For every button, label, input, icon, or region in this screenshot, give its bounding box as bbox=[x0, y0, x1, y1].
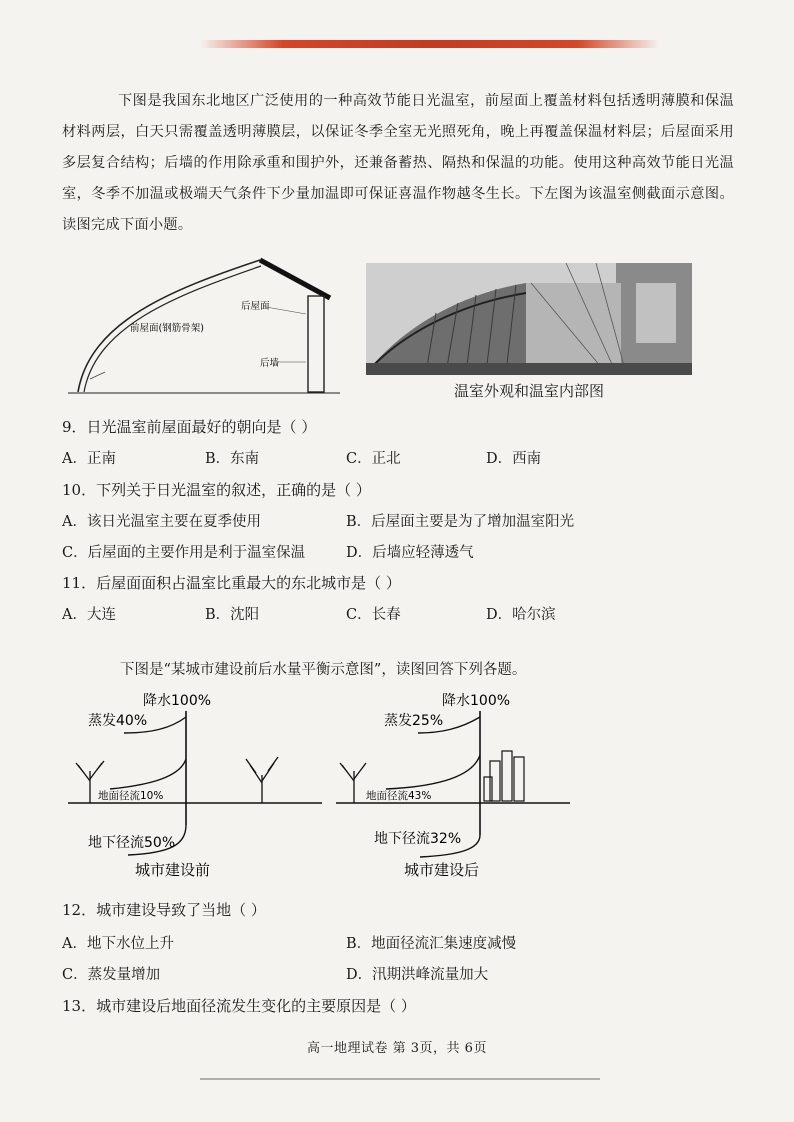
question-10: 10．下列关于日光温室的叙述，正确的是（ ） bbox=[62, 481, 371, 499]
question-11: 11．后屋面面积占温室比重最大的东北城市是（ ） bbox=[62, 574, 401, 592]
back-wall-label: 后墙 bbox=[260, 358, 280, 369]
q10-option-a[interactable]: A．该日光温室主要在夏季使用 bbox=[62, 514, 261, 530]
q10-option-b[interactable]: B．后屋面主要是为了增加温室阳光 bbox=[346, 514, 575, 530]
photo-caption: 温室外观和温室内部图 bbox=[453, 382, 604, 400]
q9-option-c[interactable]: C．正北 bbox=[346, 451, 401, 467]
q9-option-b[interactable]: B．东南 bbox=[205, 451, 260, 467]
water-balance-after-diagram bbox=[330, 685, 580, 885]
before-surface-label: 地面径流10% bbox=[98, 790, 164, 802]
before-evap-label: 蒸发40% bbox=[88, 713, 148, 729]
page-footer: 高一地理试卷 第 3页，共 6页 bbox=[307, 1041, 487, 1056]
q10-option-d[interactable]: D．后墙应轻薄透气 bbox=[346, 545, 474, 561]
before-caption: 城市建设前 bbox=[135, 861, 211, 879]
q11-option-a[interactable]: A．大连 bbox=[62, 607, 116, 623]
q10-option-c[interactable]: C．后屋面的主要作用是利于温室保温 bbox=[62, 545, 306, 561]
front-roof-label: 前屋面(钢筋骨架) bbox=[130, 323, 204, 334]
bottom-rule bbox=[200, 1078, 600, 1080]
after-caption: 城市建设后 bbox=[404, 861, 480, 879]
question-12: 12．城市建设导致了当地（ ） bbox=[62, 901, 266, 919]
intro-paragraph: 下图是我国东北地区广泛使用的一种高效节能日光温室，前屋面上覆盖材料包括透明薄膜和保温材料两层，白天只需覆盖透明薄膜层，以保证冬季全室无光照死角，晚上再覆盖保温材料层；后屋面采用多层复合结构；后墙的作用除承重和围护外，还兼备蓄热、隔热和保温的功能。使用这种高效节能日光温室，冬季不加温或极端天气条件下少量加温即可保证喜温作物越冬生长。下左图为该温室侧截面示意图。读图完成下面小题。 bbox=[62, 93, 734, 233]
greenhouse-photo bbox=[366, 263, 692, 375]
water-balance-before-diagram bbox=[60, 685, 330, 885]
water-balance-lead: 下图是“某城市建设前后水量平衡示意图”，读图回答下列各题。 bbox=[120, 662, 527, 678]
after-underground-label: 地下径流32% bbox=[374, 831, 462, 847]
question-13: 13．城市建设后地面径流发生变化的主要原因是（ ） bbox=[62, 997, 416, 1015]
q9-option-a[interactable]: A．正南 bbox=[62, 451, 116, 467]
after-precip-label: 降水100% bbox=[442, 693, 511, 709]
greenhouse-cross-section-diagram bbox=[60, 252, 350, 402]
back-roof-label: 后屋面 bbox=[241, 301, 270, 312]
q12-option-c[interactable]: C．蒸发量增加 bbox=[62, 967, 161, 983]
building-icon bbox=[484, 751, 524, 801]
top-decorative-bar bbox=[200, 40, 660, 48]
q12-option-b[interactable]: B．地面径流汇集速度减慢 bbox=[346, 936, 517, 952]
after-surface-label: 地面径流43% bbox=[366, 790, 432, 802]
q12-option-a[interactable]: A．地下水位上升 bbox=[62, 936, 174, 952]
q11-option-c[interactable]: C．长春 bbox=[346, 607, 401, 623]
tree-icon bbox=[340, 763, 366, 803]
before-precip-label: 降水100% bbox=[143, 693, 212, 709]
q9-option-d[interactable]: D．西南 bbox=[486, 451, 542, 467]
after-evap-label: 蒸发25% bbox=[384, 713, 444, 729]
q12-option-d[interactable]: D．汛期洪峰流量加大 bbox=[346, 967, 489, 983]
q11-option-b[interactable]: B．沈阳 bbox=[205, 607, 260, 623]
q11-option-d[interactable]: D．哈尔滨 bbox=[486, 607, 556, 623]
before-underground-label: 地下径流50% bbox=[88, 835, 176, 851]
question-9: 9．日光温室前屋面最好的朝向是（ ） bbox=[62, 418, 317, 436]
